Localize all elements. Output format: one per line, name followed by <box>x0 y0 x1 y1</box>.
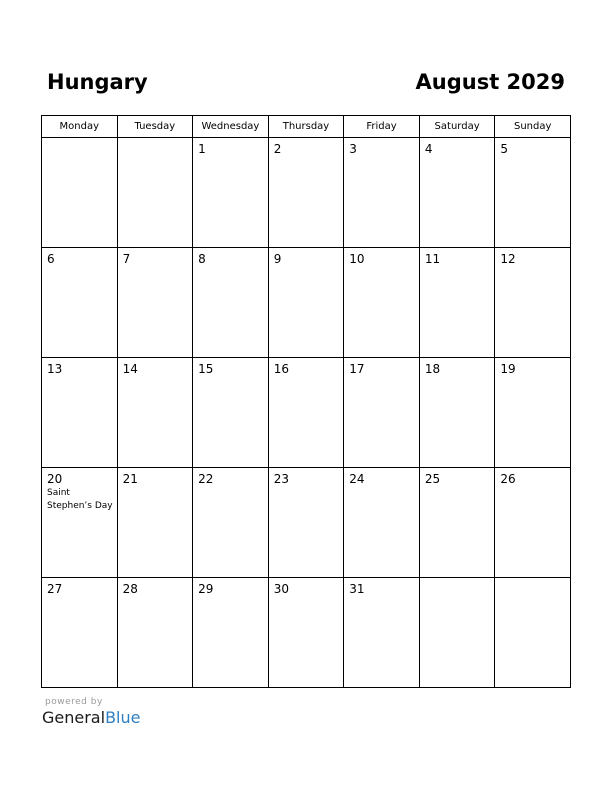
calendar-day-cell <box>193 358 269 468</box>
country-title: Hungary <box>47 70 148 94</box>
day-number: 7 <box>122 252 131 266</box>
calendar-day-cell <box>193 248 269 358</box>
weekday-header: Saturday <box>419 116 495 138</box>
calendar-week-row <box>42 468 571 578</box>
day-number: 20 <box>47 472 63 486</box>
day-number: 18 <box>424 362 441 376</box>
weekday-header: Thursday <box>268 116 344 138</box>
day-number: 25 <box>424 472 441 486</box>
day-number: 29 <box>198 582 214 596</box>
calendar-day-cell <box>495 358 571 468</box>
calendar-day-cell <box>344 248 420 358</box>
calendar-day-cell <box>419 248 495 358</box>
day-number: 30 <box>273 582 289 596</box>
calendar-day-cell <box>117 138 193 248</box>
day-number: 2 <box>273 142 282 156</box>
day-number <box>118 138 193 142</box>
calendar-day-cell <box>117 468 193 578</box>
weekday-header: Tuesday <box>117 116 193 138</box>
day-number <box>42 138 117 142</box>
day-number: 5 <box>500 142 509 156</box>
calendar-day-cell <box>419 138 495 248</box>
day-number: 11 <box>424 252 441 266</box>
brand-name-part1: General <box>42 708 106 727</box>
calendar-week-row <box>42 358 571 468</box>
calendar-day-cell <box>344 138 420 248</box>
footer <box>42 697 140 728</box>
calendar-day-cell <box>117 578 193 688</box>
day-number: 19 <box>500 362 516 376</box>
brand-name-part2: Blue <box>105 708 141 727</box>
weekday-header: Monday <box>42 116 118 138</box>
day-number: 4 <box>424 142 433 156</box>
day-number: 9 <box>273 252 282 266</box>
calendar-day-cell <box>193 138 269 248</box>
day-number: 3 <box>349 142 357 156</box>
day-number: 26 <box>500 472 516 486</box>
calendar-day-cell <box>344 578 420 688</box>
calendar-day-cell <box>193 578 269 688</box>
weekday-header-row <box>42 116 571 138</box>
calendar-day-cell <box>495 578 571 688</box>
day-number: 21 <box>122 472 138 486</box>
calendar-body <box>42 138 571 688</box>
calendar-grid <box>41 115 571 688</box>
calendar-day-cell <box>42 138 118 248</box>
calendar-day-cell <box>42 578 118 688</box>
day-number: 28 <box>122 582 138 596</box>
calendar-day-cell <box>495 248 571 358</box>
brand-logo <box>42 708 140 728</box>
powered-by-text: powered by <box>45 697 103 707</box>
day-number: 16 <box>273 362 289 376</box>
calendar-day-cell <box>117 358 193 468</box>
day-number: 17 <box>349 362 365 376</box>
calendar-day-cell <box>42 248 118 358</box>
calendar-day-cell <box>419 578 495 688</box>
calendar-day-cell <box>268 138 344 248</box>
calendar-day-cell <box>268 578 344 688</box>
calendar-day-cell <box>344 468 420 578</box>
month-title: August 2029 <box>415 70 565 94</box>
calendar-day-cell <box>344 358 420 468</box>
day-number: 15 <box>198 362 214 376</box>
day-number: 13 <box>47 362 63 376</box>
calendar-day-cell <box>268 358 344 468</box>
day-number: 12 <box>500 252 516 266</box>
calendar-day-cell <box>193 468 269 578</box>
holiday-label: Saint Stephen’s Day <box>47 488 113 511</box>
day-number: 1 <box>198 142 206 156</box>
calendar-day-cell <box>42 358 118 468</box>
calendar-day-cell <box>268 248 344 358</box>
calendar-day-cell <box>117 248 193 358</box>
day-number: 27 <box>47 582 63 596</box>
weekday-header: Friday <box>344 116 420 138</box>
day-number <box>420 578 495 582</box>
day-number: 8 <box>198 252 206 266</box>
calendar-day-cell <box>42 468 118 578</box>
calendar-day-cell <box>268 468 344 578</box>
day-number: 23 <box>273 472 289 486</box>
weekday-header: Sunday <box>495 116 571 138</box>
day-number: 22 <box>198 472 214 486</box>
weekday-header: Wednesday <box>193 116 269 138</box>
calendar-day-cell <box>495 468 571 578</box>
calendar-week-row <box>42 138 571 248</box>
day-number: 10 <box>349 252 365 266</box>
calendar-week-row <box>42 578 571 688</box>
calendar-day-cell <box>419 468 495 578</box>
day-number <box>495 578 570 582</box>
calendar-day-cell <box>495 138 571 248</box>
day-number: 6 <box>47 252 55 266</box>
calendar-week-row <box>42 248 571 358</box>
calendar-day-cell <box>419 358 495 468</box>
day-number: 31 <box>349 582 365 596</box>
day-number: 24 <box>349 472 365 486</box>
day-number: 14 <box>122 362 138 376</box>
